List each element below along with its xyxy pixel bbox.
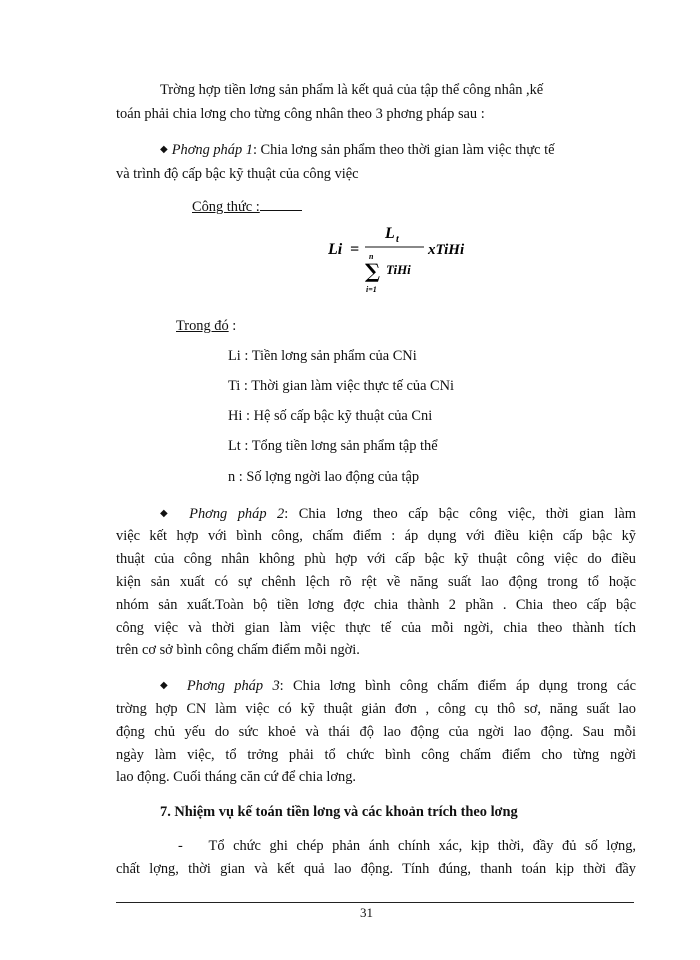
page-number: 31: [360, 905, 373, 920]
text-line: kiện sản xuất có sự chênh lệch rõ rệt về năng suất lao động trong tổ hoặc: [116, 574, 636, 590]
salary-formula: [328, 222, 528, 302]
method-text: : Chia lơng sản phẩm theo thời gian làm việc thực tế: [252, 142, 555, 158]
text-line: việc kết hợp với bình công, chấm điểm : áp dụng với điều kiện cấp bậc kỹ: [116, 528, 636, 544]
method-label: Phơng pháp 3: [186, 678, 280, 694]
text-line: và trình độ cấp bậc kỹ thuật của công việc: [116, 166, 359, 182]
text-line: thuật của công nhân không phù hợp với cấp bậc kỹ thuật công việc do điều: [116, 551, 636, 567]
text-line: trên cơ sở bình công chấm điểm mỗi ngời.: [116, 642, 360, 658]
text-line: toán phải chia lơng cho từng công nhân theo 3 phơng pháp sau :: [116, 106, 485, 122]
text-line: công việc và thời gian làm việc thực tế của mỗi ngời, chia theo thành tích: [116, 620, 636, 636]
text-line: [160, 676, 636, 698]
formula-label: Công thức :: [192, 197, 700, 217]
sum-bottom: i=1: [366, 285, 377, 294]
definition-item: Hi : Hệ số cấp bậc kỹ thuật của Cni: [228, 408, 433, 424]
text-line: chất lợng, thời gian và kết quả lao động. Tính đúng, thanh toán kịp thời đầy: [116, 861, 636, 877]
definition-item: Li : Tiền lơng sản phẩm của CNi: [228, 348, 417, 364]
section-heading: 7. Nhiệm vụ kế toán tiền lơng và các khoản trích theo lơng: [160, 804, 518, 820]
text-line: ngày làm việc, tổ trởng phải tổ chức bình công chấm điểm cho từng ngời: [116, 747, 636, 763]
definition-item: n : Số lợng ngời lao động của tập: [228, 469, 420, 485]
sum-top: n: [369, 252, 374, 261]
formula-lhs: Li: [328, 241, 343, 258]
text-line: động chủ yếu do sức khoẻ và thái độ lao động của ngời lao động. Sau mỗi: [116, 724, 636, 740]
text-line: nhóm sản xuất.Toàn bộ tiền lơng đợc chia thành 2 phần . Chia theo cấp bậc: [116, 597, 636, 613]
text-line: [178, 836, 636, 856]
text-line: lao động. Cuối tháng căn cứ để chia lơng.: [116, 769, 357, 785]
formula-numerator: L: [385, 225, 395, 242]
formula-numerator-sub: t: [396, 234, 399, 245]
diamond-bullet-icon: ◆: [160, 144, 168, 155]
task-text: Tổ chức ghi chép phản ánh chính xác, kịp thời, đầy đủ số lợng,: [208, 838, 636, 854]
dash-marker: -: [178, 838, 183, 854]
method-label: Phơng pháp 2: [189, 506, 285, 522]
definition-item: Lt : Tổng tiền lơng sản phẩm tập thể: [228, 438, 438, 454]
sum-term: TiHi: [386, 262, 411, 277]
sum-symbol: ∑: [365, 259, 381, 283]
formula-rhs: xTiHi: [428, 242, 465, 258]
text-line: [160, 140, 680, 162]
text-line: Trờng hợp tiền lơng sản phẩm là kết quả của tập thể công nhân ,kế: [160, 82, 544, 98]
method-text: : Chia lơng theo cấp bậc công việc, thời gian làm: [284, 506, 636, 522]
text-line: [160, 504, 636, 526]
formula-equals: =: [350, 241, 360, 258]
definition-item: Ti : Thời gian làm việc thực tế của CNi: [228, 378, 455, 394]
method-text: : Chia lơng bình công chấm điểm áp dụng trong các: [279, 678, 636, 694]
method-label: Phơng pháp 1: [171, 142, 253, 158]
diamond-bullet-icon: ◆: [160, 680, 174, 691]
diamond-bullet-icon: ◆: [160, 508, 175, 519]
text-line: trờng hợp CN làm việc có kỹ thuật giản đơn , công cụ thô sơ, năng suất lao: [116, 701, 636, 717]
where-label: Trong đó :: [176, 318, 237, 334]
footer-rule: [116, 902, 634, 903]
